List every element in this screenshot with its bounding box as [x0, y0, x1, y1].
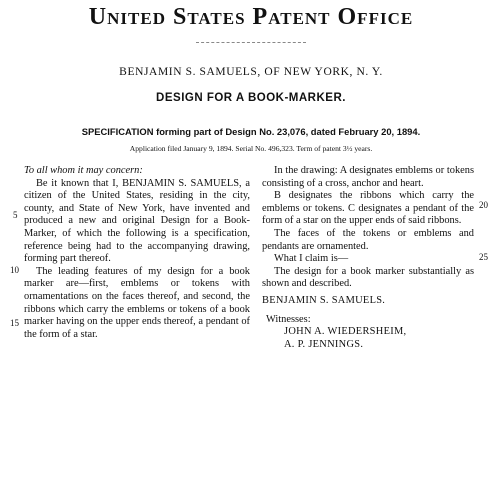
paragraph: In the drawing: A designates emblems or tokens consisting of a cross, anchor and heart.: [262, 165, 474, 189]
inventor-line: BENJAMIN S. SAMUELS, OF NEW YORK, N. Y.: [119, 66, 383, 78]
specification-line: SPECIFICATION forming part of Design No. 23,076, dated February 20, 1894.: [81, 126, 421, 137]
paragraph: The faces of the tokens or emblems and pendants are ornamented.: [262, 227, 474, 252]
line-number: 25: [479, 252, 488, 262]
line-number: 10: [10, 265, 19, 275]
application-line: Application filed January 9, 1894. Serial No. 496,323. Term of patent 3½ years.: [129, 144, 373, 153]
line-number: 15: [10, 318, 19, 328]
paragraph: The leading features of my design for a book marker are—first, emblems or tokens with ornamentations on the faces thereof, and second, the ribbons which carry the emblems or tokens of a book marker having on the upper ends thereof, a pendant of the form of a star.: [24, 265, 250, 340]
witness-name: A. P. JENNINGS.: [284, 338, 364, 350]
line-number: 20: [479, 200, 488, 210]
witnesses-label: Witnesses:: [266, 313, 311, 325]
left-text-column: [24, 165, 250, 341]
paragraph: Be it known that I, BENJAMIN S. SAMUELS, a citizen of the United States, residing in the city, county, and State of New York, have invented and produced a new and original Design for a Book-Marker, of which the following is a specification, reference being had to the accompanying drawing, forming part thereof.: [24, 177, 250, 265]
paragraph: B designates the ribbons which carry the emblems or tokens. C designates a pendant of the form of a star on the upper ends of said ribbons.: [262, 190, 474, 227]
salutation: To all whom it may concern:: [24, 165, 143, 176]
claim-intro: What I claim is—: [274, 253, 349, 265]
witness-name: JOHN A. WIEDERSHEIM,: [284, 326, 407, 338]
design-title: DESIGN FOR A BOOK-MARKER.: [156, 92, 346, 104]
inventor-signature: BENJAMIN S. SAMUELS.: [262, 294, 386, 306]
heading-rule: [196, 42, 306, 44]
claim-text: The design for a book marker substantially as shown and described.: [262, 265, 474, 290]
line-number: 5: [13, 210, 18, 220]
right-text-column: [262, 165, 474, 351]
patent-office-heading: United States Patent Office: [88, 4, 414, 30]
